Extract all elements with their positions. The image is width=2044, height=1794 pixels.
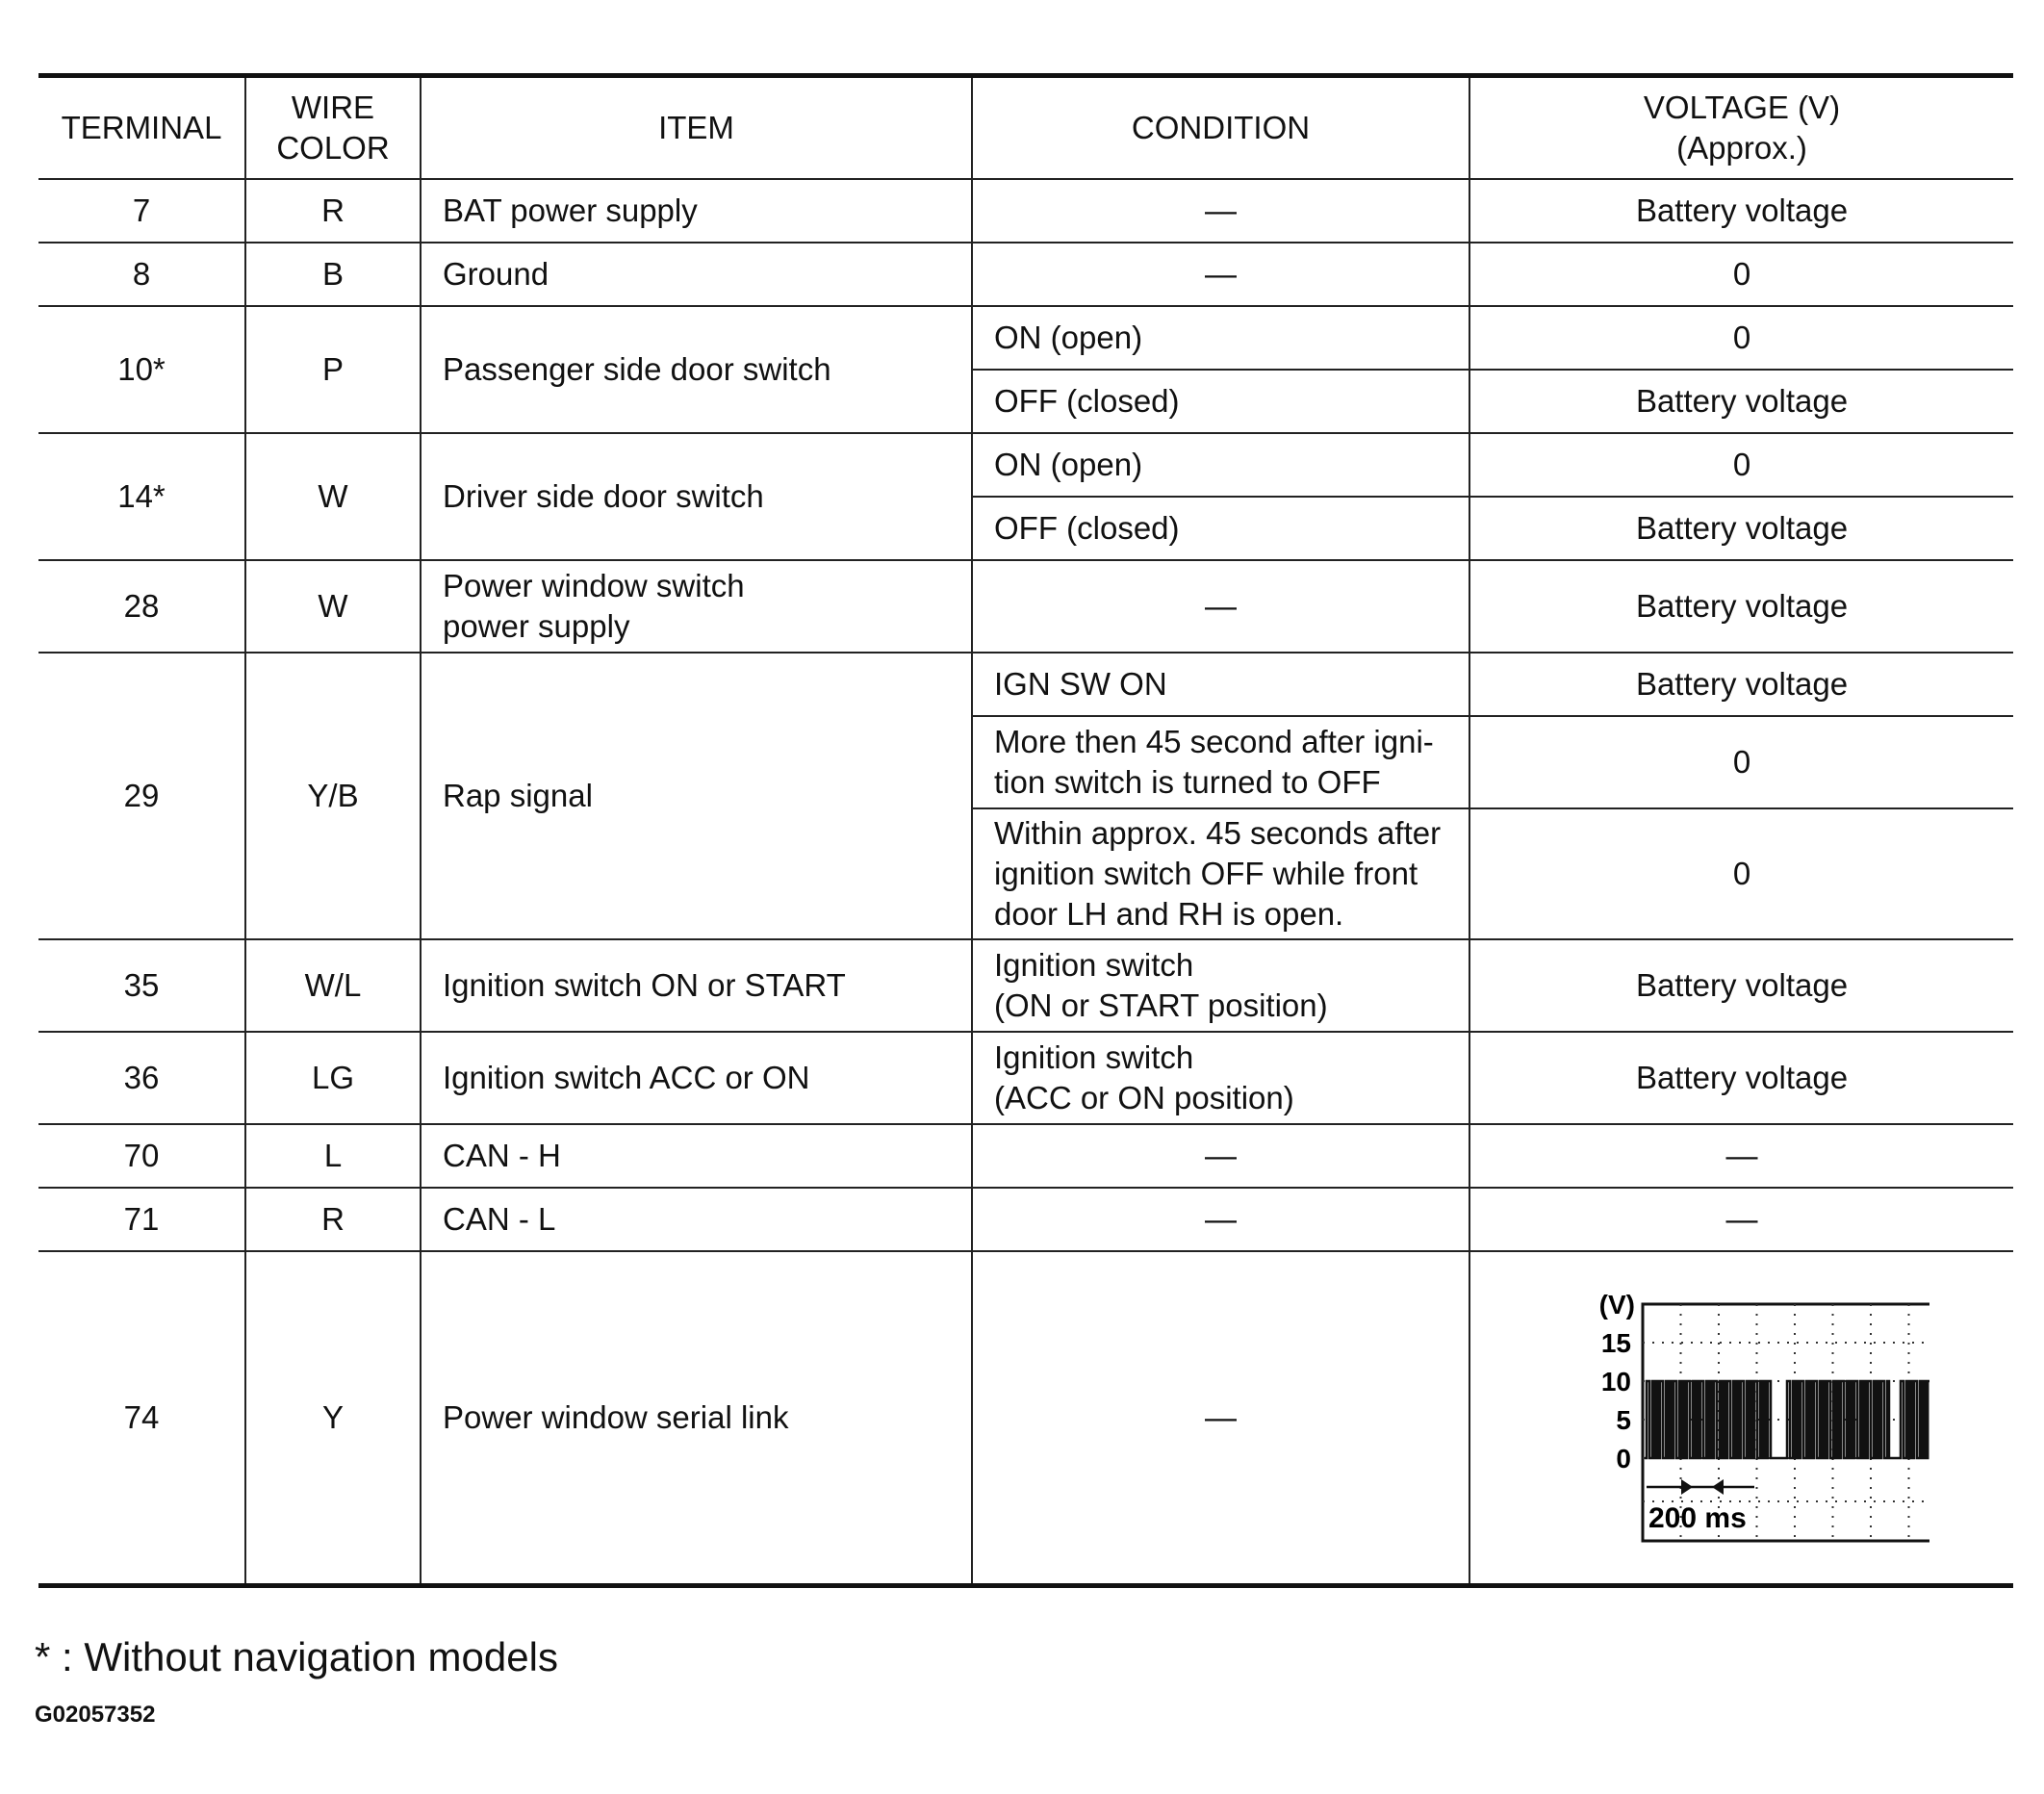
waveform-y-tick: 0 — [1616, 1444, 1631, 1474]
voltage-cell: 0 — [1469, 433, 2013, 497]
voltage-cell: Battery voltage — [1469, 370, 2013, 433]
item-cell: Ground — [421, 243, 972, 306]
voltage-cell: 0 — [1469, 808, 2013, 939]
terminal-cell: 74 — [38, 1251, 245, 1586]
table-row — [38, 1124, 2013, 1188]
item-cell: Driver side door switch — [421, 433, 972, 560]
terminal-table — [38, 73, 2013, 1588]
wire-color-cell: Y — [245, 1251, 421, 1586]
voltage-cell: — — [1469, 1188, 2013, 1251]
waveform-arrowhead-left — [1712, 1479, 1724, 1495]
header-item: ITEM — [421, 76, 972, 180]
waveform-arrowhead-right — [1681, 1479, 1693, 1495]
item-cell: BAT power supply — [421, 179, 972, 243]
terminal-cell: 70 — [38, 1124, 245, 1188]
voltage-cell: Battery voltage — [1469, 179, 2013, 243]
header-row — [38, 76, 2013, 180]
waveform-unit-label: (V) — [1598, 1290, 1635, 1320]
condition-cell: — — [972, 1251, 1469, 1586]
terminal-cell: 28 — [38, 560, 245, 653]
terminal-cell: 14* — [38, 433, 245, 560]
wire-color-cell: P — [245, 306, 421, 433]
wire-color-cell: L — [245, 1124, 421, 1188]
condition-cell: — — [972, 560, 1469, 653]
header-condition: CONDITION — [972, 76, 1469, 180]
item-cell: CAN - L — [421, 1188, 972, 1251]
voltage-waveform-cell — [1469, 1251, 2013, 1586]
condition-cell: — — [972, 243, 1469, 306]
condition-cell: — — [972, 179, 1469, 243]
wire-color-cell: R — [245, 1188, 421, 1251]
item-cell: Passenger side door switch — [421, 306, 972, 433]
wire-color-cell: LG — [245, 1032, 421, 1124]
table-row — [38, 179, 2013, 243]
voltage-cell: Battery voltage — [1469, 653, 2013, 716]
table-row — [38, 306, 2013, 370]
condition-cell: — — [972, 1124, 1469, 1188]
waveform-signal-trace — [1645, 1381, 1929, 1458]
wire-color-cell: Y/B — [245, 653, 421, 939]
item-cell: Power window serial link — [421, 1251, 972, 1586]
voltage-cell: 0 — [1469, 716, 2013, 808]
voltage-cell: Battery voltage — [1469, 939, 2013, 1032]
item-cell: Ignition switch ON or START — [421, 939, 972, 1032]
header-terminal: TERMINAL — [38, 76, 245, 180]
wire-color-cell: W — [245, 433, 421, 560]
waveform-time-label: 200 ms — [1648, 1502, 1747, 1534]
table-row — [38, 653, 2013, 716]
waveform-y-tick: 15 — [1600, 1328, 1631, 1358]
condition-cell: Ignition switch (ON or START position) — [972, 939, 1469, 1032]
terminal-cell: 71 — [38, 1188, 245, 1251]
item-cell: Ignition switch ACC or ON — [421, 1032, 972, 1124]
table-row — [38, 560, 2013, 653]
header-wire-color: WIRE COLOR — [245, 76, 421, 180]
terminal-cell: 10* — [38, 306, 245, 433]
voltage-cell: 0 — [1469, 306, 2013, 370]
voltage-cell: Battery voltage — [1469, 497, 2013, 560]
condition-cell: OFF (closed) — [972, 370, 1469, 433]
terminal-cell: 29 — [38, 653, 245, 939]
terminal-cell: 8 — [38, 243, 245, 306]
table-row — [38, 1251, 2013, 1586]
waveform-figure — [1492, 1283, 1992, 1552]
voltage-cell: Battery voltage — [1469, 1032, 2013, 1124]
table-body — [38, 179, 2013, 1586]
waveform-y-tick: 5 — [1616, 1405, 1631, 1435]
item-cell: CAN - H — [421, 1124, 972, 1188]
wire-color-cell: R — [245, 179, 421, 243]
condition-cell: IGN SW ON — [972, 653, 1469, 716]
wire-color-cell: B — [245, 243, 421, 306]
waveform-chart — [1554, 1283, 1929, 1552]
item-cell: Rap signal — [421, 653, 972, 939]
condition-cell: ON (open) — [972, 306, 1469, 370]
wire-color-cell: W — [245, 560, 421, 653]
condition-cell: More then 45 second after igni- tion switch is turned to OFF — [972, 716, 1469, 808]
footnote: * : Without navigation models — [35, 1634, 558, 1679]
condition-cell: OFF (closed) — [972, 497, 1469, 560]
voltage-cell: — — [1469, 1124, 2013, 1188]
figure-id: G02057352 — [35, 1702, 156, 1728]
wire-color-cell: W/L — [245, 939, 421, 1032]
terminal-cell: 35 — [38, 939, 245, 1032]
voltage-cell: 0 — [1469, 243, 2013, 306]
item-cell: Power window switch power supply — [421, 560, 972, 653]
terminal-cell: 36 — [38, 1032, 245, 1124]
condition-cell: Within approx. 45 seconds after ignition switch OFF while front door LH and RH is open. — [972, 808, 1469, 939]
waveform-y-tick: 10 — [1600, 1367, 1631, 1397]
voltage-cell: Battery voltage — [1469, 560, 2013, 653]
table-row — [38, 939, 2013, 1032]
table-row — [38, 243, 2013, 306]
table-row — [38, 1188, 2013, 1251]
condition-cell: — — [972, 1188, 1469, 1251]
table-row — [38, 433, 2013, 497]
condition-cell: ON (open) — [972, 433, 1469, 497]
condition-cell: Ignition switch (ACC or ON position) — [972, 1032, 1469, 1124]
table-row — [38, 1032, 2013, 1124]
terminal-cell: 7 — [38, 179, 245, 243]
header-voltage: VOLTAGE (V) (Approx.) — [1469, 76, 2013, 180]
